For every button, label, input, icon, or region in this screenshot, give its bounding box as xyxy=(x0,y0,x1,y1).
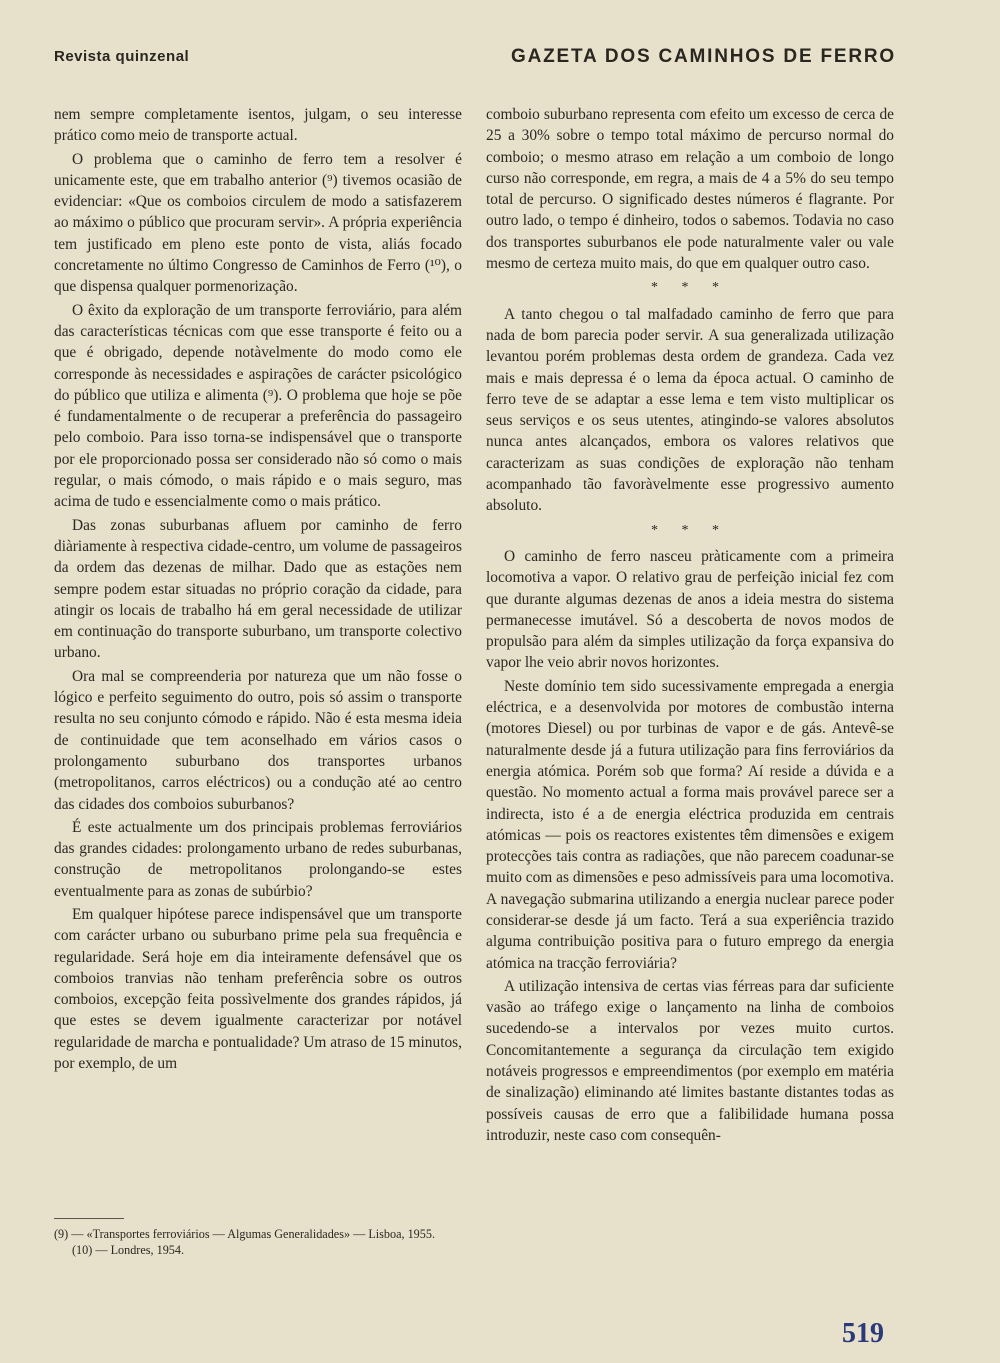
paragraph: comboio suburbano representa com efeito um excesso de cerca de 25 a 30% sobre o tempo total máximo de percurso normal do comboio; o mesmo atraso em relação a um comboio de longo curso não corresponde, em regra, a mais de 4 a 5% do seu tempo total de percurso. O significado destes números é flagrante. Por outro lado, o tempo é dinheiro, todos o sabemos. Todavia no caso dos transportes suburbanos ele pode naturalmente valer ou vale mesmo de certeza muito mais, do que em qualquer outro caso. xyxy=(486,106,894,273)
left-column xyxy=(54,104,462,1184)
paragraph: Das zonas suburbanas afluem por caminho de ferro diàriamente à respectiva cidade-centro, um volume de passageiros da ordem das dezenas de milhar. Dado que as estações nem sempre podem estar situadas no próprio coração da cidade, para atingir os locais de trabalho há em geral necessidade de utilizar em continuação do transporte suburbano, um transporte colectivo urbano. xyxy=(54,516,462,662)
paragraph: nem sempre completamente isentos, julgam, o seu interesse prático como meio de transporte actual. xyxy=(54,106,462,145)
footnote: (10) — Londres, 1954. xyxy=(72,1243,185,1257)
paragraph: O êxito da exploração de um transporte ferroviário, para além das características técnicas com que esse transporte é feito ou a que é obrigado, depende notàvelmente do modo como ele corresponde às necessidades e aspirações de carácter psicológico do público que utiliza e alimenta (⁹). O problema que hoje se põe é fundamentalmente o de recuperar a preferência do passageiro pelo comboio. Para isso torna-se indispensável que o transporte por ele proporcionado possa ser considerado não só como o mais regular, o mais cómodo, o mais rápido e o mais seguro, mas acima de tudo e essencialmente como o mais prático. xyxy=(54,301,462,511)
right-column xyxy=(486,104,894,1284)
section-separator: * * * xyxy=(651,522,729,538)
paragraph: Em qualquer hipótese parece indispensável que um transporte com carácter urbano ou suburbano prime pela sua frequência e regularidade. Será hoje em dia inteiramente defensável que os comboios tranvias não tenham preferência sobre os outros comboios, excepção feita possìvelmente dos grandes rápidos, já que estes se devem igualmente caracterizar por notável regularidade de marcha e pontualidade? Um atraso de 15 minutos, por exemplo, de um xyxy=(54,905,462,1073)
header-magazine-frequency: Revista quinzenal xyxy=(54,48,190,65)
paragraph: Neste domínio tem sido sucessivamente empregada a energia eléctrica, e a desenvolvida por motores de combustão interna (motores Diesel) ou por turbinas de vapor e de gás. Antevê-se naturalmente desde já a futura utilização para fins ferroviários da energia atómica. Porém sob que forma? Aí reside a dúvida e a questão. No momento actual a forma mais provável parece ser a indirecta, isto é a de energia eléctrica produzida em centrais atómicas — pois os reactores existentes têm dimensões e exigem protecções tais contra as radiações, que não parecem coadunar-se muito com as dimensões e peso admissíveis para uma locomotiva. A navegação submarina utilizando a energia nuclear parece poder considerar-se desde já um facto. Terá a sua experiência trazido alguma contribuição positiva para o futuro emprego da energia atómica na tracção ferroviária? xyxy=(486,677,894,972)
paragraph: A utilização intensiva de certas vias férreas para dar suficiente vasão ao tráfego exige o lançamento na linha de comboios sucedendo-se a intervalos por vezes muito curtos. Concomitantemente a segurança da circulação tem exigido notáveis progressos e empreendimentos (por exemplo em matéria de sinalização) eliminando até limites bastante distantes todas as possíveis causas de erro que a falibilidade humana possa introduzir, neste caso com consequên- xyxy=(486,977,894,1144)
paragraph: É este actualmente um dos principais problemas ferroviários das grandes cidades: prolongamento urbano de redes suburbanas, construção de metropolitanos prolongando-se estes eventualmente para as zonas de subúrbio? xyxy=(54,818,462,900)
paragraph: O problema que o caminho de ferro tem a resolver é unicamente este, que em trabalho anterior (⁹) tivemos ocasião de evidenciar: «Que os comboios circulem de modo a satisfazerem ao máximo o público que procuram servir». A própria experiência tem justificado em pleno este ponto de vista, aliás focado concretamente no último Congresso de Caminhos de Ferro (¹⁰), o que dispensa qualquer pormenorização. xyxy=(54,150,462,296)
footnotes xyxy=(54,1226,462,1258)
paragraph: O caminho de ferro nasceu pràticamente com a primeira locomotiva a vapor. O relativo grau de perfeição inicial fez com que durante algumas dezenas de anos a ideia mestra do sistema permanecesse imutável. Só a descoberta de novos modos de propulsão para além da simples utilização da força expansiva do vapor lhe veio abrir novos horizontes. xyxy=(486,547,894,672)
footnote-rule xyxy=(54,1218,124,1219)
paragraph: A tanto chegou o tal malfadado caminho de ferro que para nada de bom parecia poder servir. A sua generalizada utilização levantou porém problemas desta ordem de grandeza. Cada vez mais e mais depressa é o lema da época actual. O caminho de ferro teve de se adaptar a esse lema e tem visto multiplicar os seus serviços e os seus utentes, atingindo-se valores absolutos nunca antes alcançados, embora os valores relativos que caracterizam as suas condições de exploração não tenham acompanhado tão favoràvelmente esse progressivo aumento absoluto. xyxy=(486,305,894,515)
header-publication-title: GAZETA DOS CAMINHOS DE FERRO xyxy=(510,46,896,67)
page-number: 519 xyxy=(842,1318,884,1349)
section-separator: * * * xyxy=(651,280,729,296)
paragraph: Ora mal se compreenderia por natureza que um não fosse o lógico e perfeito seguimento do outro, pois só assim o transporte resulta no seu conjunto cómodo e rápido. Não é esta mesma ideia de continuidade que tem aconselhado em vários casos o prolongamento suburbano dos transportes urbanos (metropolitanos, carros eléctricos) ou a condução até ao centro das cidades dos comboios suburbanos? xyxy=(54,667,462,813)
footnote: (9) — «Transportes ferroviários — Algumas Generalidades» — Lisboa, 1955. xyxy=(54,1227,436,1241)
